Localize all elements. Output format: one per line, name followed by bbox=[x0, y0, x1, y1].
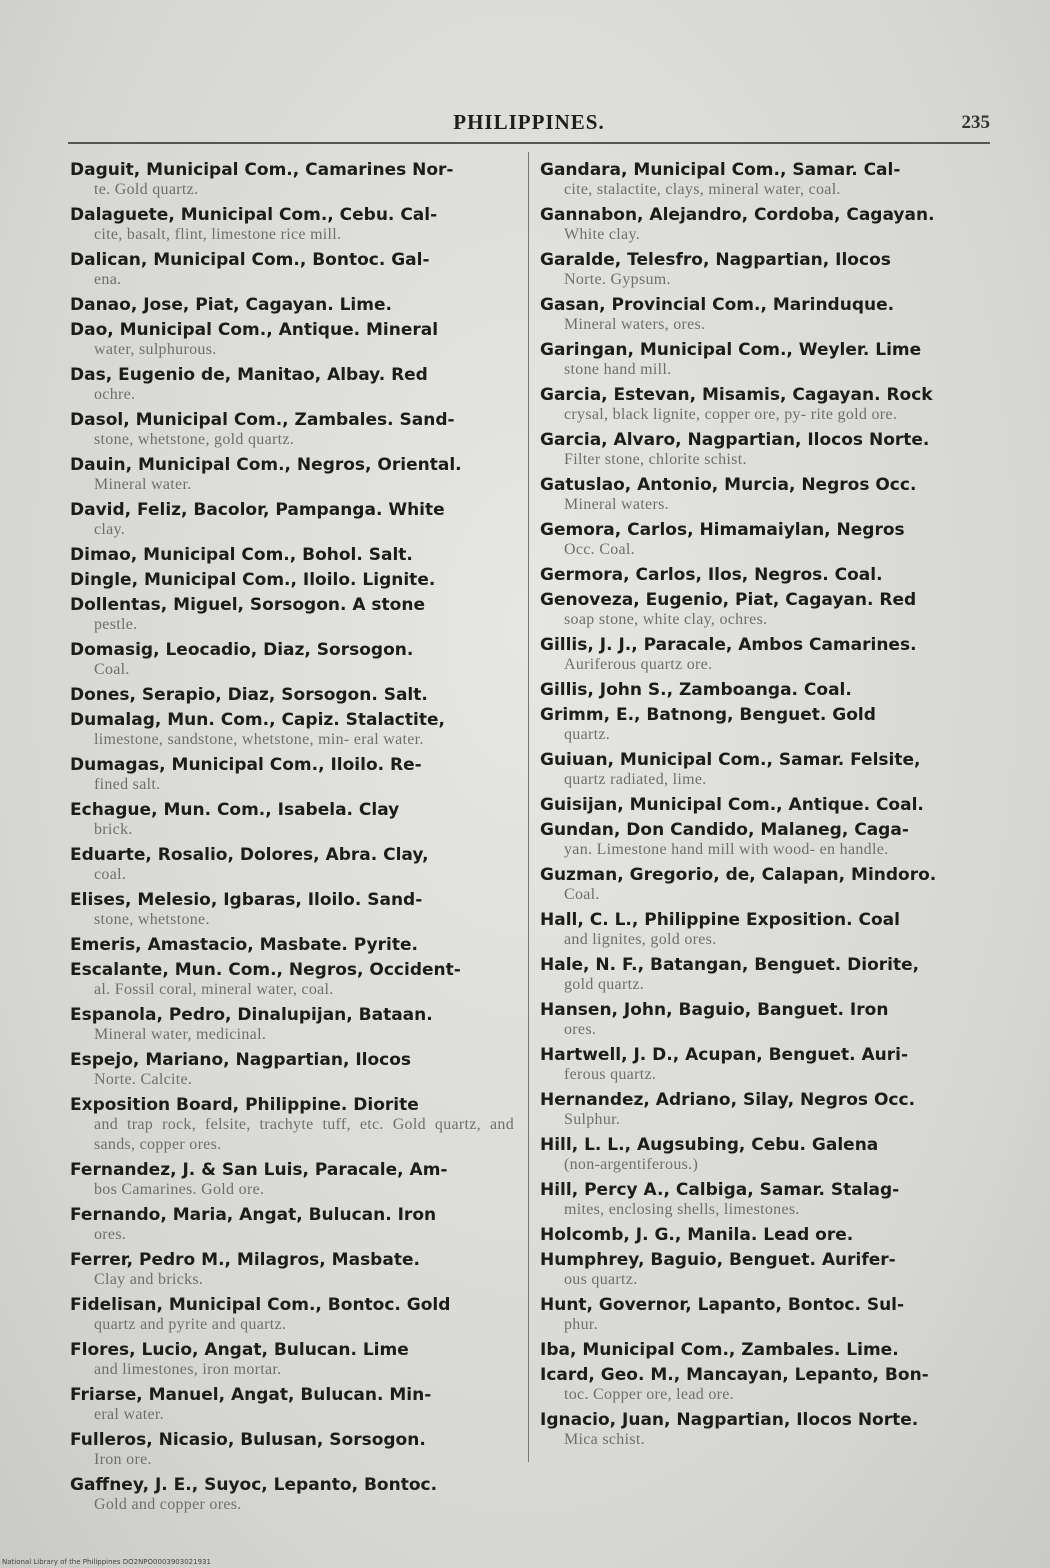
directory-entry bbox=[540, 820, 984, 860]
directory-entry bbox=[70, 800, 514, 840]
entry-description: eral water. bbox=[94, 1406, 164, 1423]
entry-name: Espejo, Mariano, Nagpartian, Ilocos bbox=[70, 1050, 412, 1070]
entry-description: (non-argentiferous.) bbox=[564, 1156, 699, 1173]
entry-name: Escalante, Mun. Com., Negros, Occident- bbox=[70, 960, 461, 980]
entry-name: Dollentas, Miguel, Sorsogon. A stone bbox=[70, 595, 425, 615]
entry-description: cite, stalactite, clays, mineral water, coal. bbox=[564, 181, 841, 198]
directory-entry bbox=[540, 795, 984, 815]
directory-entry bbox=[70, 1385, 514, 1425]
entry-name: Gillis, John S., Zamboanga. Coal. bbox=[540, 680, 852, 700]
entry-name: Dalaguete, Municipal Com., Cebu. Cal- bbox=[70, 205, 438, 225]
entry-name: David, Feliz, Bacolor, Pampanga. White bbox=[70, 500, 445, 520]
directory-entry bbox=[540, 1225, 984, 1245]
directory-entry bbox=[70, 710, 514, 750]
directory-entry bbox=[70, 1340, 514, 1380]
entry-description: soap stone, white clay, ochres. bbox=[564, 611, 768, 628]
column-divider bbox=[528, 152, 529, 1462]
entry-description: ores. bbox=[564, 1021, 597, 1038]
directory-entry bbox=[540, 1295, 984, 1335]
entry-name: Domasig, Leocadio, Diaz, Sorsogon. bbox=[70, 640, 414, 660]
entry-description: and lignites, gold ores. bbox=[564, 931, 717, 948]
directory-entry bbox=[70, 295, 514, 315]
entry-name: Hall, C. L., Philippine Exposition. Coal bbox=[540, 910, 900, 930]
directory-entry bbox=[540, 160, 984, 200]
entry-description: Clay and bricks. bbox=[94, 1271, 204, 1288]
entry-name: Friarse, Manuel, Angat, Bulucan. Min- bbox=[70, 1385, 432, 1405]
entry-description: ous quartz. bbox=[564, 1271, 638, 1288]
entry-description: phur. bbox=[564, 1316, 598, 1333]
entry-description: Coal. bbox=[94, 661, 130, 678]
entry-description: Occ. Coal. bbox=[564, 541, 635, 558]
directory-entry bbox=[540, 565, 984, 585]
entry-description: bos Camarines. Gold ore. bbox=[94, 1181, 265, 1198]
entry-description: Mineral water, medicinal. bbox=[94, 1026, 267, 1043]
directory-entry bbox=[70, 935, 514, 955]
entry-name: Guzman, Gregorio, de, Calapan, Mindoro. bbox=[540, 865, 937, 885]
entry-description: pestle. bbox=[94, 616, 138, 633]
entry-description: Norte. Calcite. bbox=[94, 1071, 193, 1088]
entry-description: toc. Copper ore, lead ore. bbox=[564, 1386, 734, 1403]
directory-entry bbox=[540, 910, 984, 950]
entry-name: Garalde, Telesfro, Nagpartian, Ilocos bbox=[540, 250, 891, 270]
entry-description: Coal. bbox=[564, 886, 600, 903]
entry-name: Gannabon, Alejandro, Cordoba, Cagayan. bbox=[540, 205, 935, 225]
directory-entry bbox=[70, 685, 514, 705]
entry-name: Dingle, Municipal Com., Iloilo. Lignite. bbox=[70, 570, 436, 590]
entry-name: Humphrey, Baguio, Benguet. Aurifer- bbox=[540, 1250, 896, 1270]
entry-name: Exposition Board, Philippine. Diorite bbox=[70, 1095, 419, 1115]
entry-name: Gemora, Carlos, Himamaiylan, Negros bbox=[540, 520, 905, 540]
entry-description: crysal, black lignite, copper ore, py- rite gold ore. bbox=[564, 406, 898, 423]
directory-entry bbox=[540, 205, 984, 245]
directory-entry bbox=[540, 1180, 984, 1220]
directory-entry bbox=[540, 430, 984, 470]
entry-description: gold quartz. bbox=[564, 976, 645, 993]
directory-entry bbox=[70, 890, 514, 930]
entry-name: Gundan, Don Candido, Malaneg, Caga- bbox=[540, 820, 909, 840]
directory-entry bbox=[540, 520, 984, 560]
entry-name: Hansen, John, Baguio, Banguet. Iron bbox=[540, 1000, 889, 1020]
entry-description: Sulphur. bbox=[564, 1111, 621, 1128]
page-header bbox=[68, 106, 990, 144]
entry-name: Dao, Municipal Com., Antique. Mineral bbox=[70, 320, 439, 340]
entry-name: Guisijan, Municipal Com., Antique. Coal. bbox=[540, 795, 924, 815]
entry-name: Hale, N. F., Batangan, Benguet. Diorite, bbox=[540, 955, 920, 975]
entry-name: Echague, Mun. Com., Isabela. Clay bbox=[70, 800, 400, 820]
directory-entry bbox=[70, 1005, 514, 1045]
entry-description: ena. bbox=[94, 271, 122, 288]
entry-name: Garingan, Municipal Com., Weyler. Lime bbox=[540, 340, 922, 360]
entry-name: Dumalag, Mun. Com., Capiz. Stalactite, bbox=[70, 710, 445, 730]
entry-name: Espanola, Pedro, Dinalupijan, Bataan. bbox=[70, 1005, 433, 1025]
directory-entry bbox=[70, 755, 514, 795]
left-column bbox=[70, 160, 514, 1520]
directory-entry bbox=[540, 1365, 984, 1405]
directory-entry bbox=[540, 475, 984, 515]
entry-name: Dalican, Municipal Com., Bontoc. Gal- bbox=[70, 250, 430, 270]
entry-name: Grimm, E., Batnong, Benguet. Gold bbox=[540, 705, 876, 725]
entry-name: Gillis, J. J., Paracale, Ambos Camarines. bbox=[540, 635, 917, 655]
directory-entry bbox=[70, 570, 514, 590]
directory-entry bbox=[540, 385, 984, 425]
entry-description: quartz and pyrite and quartz. bbox=[94, 1316, 287, 1333]
page-number: 235 bbox=[961, 112, 990, 133]
directory-entry bbox=[540, 1090, 984, 1130]
entry-name: Fernandez, J. & San Luis, Paracale, Am- bbox=[70, 1160, 448, 1180]
entry-description: and trap rock, felsite, trachyte tuff, etc. Gold quartz, and sands, copper ores. bbox=[94, 1116, 514, 1153]
directory-entry bbox=[70, 250, 514, 290]
directory-entry bbox=[540, 1000, 984, 1040]
directory-entry bbox=[70, 410, 514, 450]
entry-name: Germora, Carlos, Ilos, Negros. Coal. bbox=[540, 565, 883, 585]
entry-description: Filter stone, chlorite schist. bbox=[564, 451, 747, 468]
directory-entry bbox=[70, 1205, 514, 1245]
directory-entry bbox=[540, 1410, 984, 1450]
entry-description: limestone, sandstone, whetstone, min- eral water. bbox=[94, 731, 424, 748]
directory-entry bbox=[540, 1340, 984, 1360]
directory-entry bbox=[540, 680, 984, 700]
entry-name: Garcia, Estevan, Misamis, Cagayan. Rock bbox=[540, 385, 933, 405]
entry-name: Dumagas, Municipal Com., Iloilo. Re- bbox=[70, 755, 422, 775]
entry-name: Daguit, Municipal Com., Camarines Nor- bbox=[70, 160, 454, 180]
entry-name: Emeris, Amastacio, Masbate. Pyrite. bbox=[70, 935, 418, 955]
entry-description: Norte. Gypsum. bbox=[564, 271, 671, 288]
entry-description: Auriferous quartz ore. bbox=[564, 656, 713, 673]
entry-description: water, sulphurous. bbox=[94, 341, 217, 358]
directory-entry bbox=[540, 340, 984, 380]
entry-name: Dimao, Municipal Com., Bohol. Salt. bbox=[70, 545, 413, 565]
footer-credit: National Library of the Philippines DO2NPO0003903021931 bbox=[2, 1558, 211, 1566]
entry-description: yan. Limestone hand mill with wood- en handle. bbox=[564, 841, 889, 858]
directory-entry bbox=[70, 205, 514, 245]
directory-entry bbox=[70, 845, 514, 885]
entry-description: Mineral water. bbox=[94, 476, 192, 493]
directory-entry bbox=[540, 705, 984, 745]
directory-entry bbox=[70, 1095, 514, 1155]
entry-name: Eduarte, Rosalio, Dolores, Abra. Clay, bbox=[70, 845, 429, 865]
entry-description: ores. bbox=[94, 1226, 127, 1243]
entry-name: Fulleros, Nicasio, Bulusan, Sorsogon. bbox=[70, 1430, 426, 1450]
right-column bbox=[540, 160, 984, 1455]
directory-entry bbox=[540, 750, 984, 790]
entry-description: mites, enclosing shells, limestones. bbox=[564, 1201, 800, 1218]
entry-description: quartz. bbox=[564, 726, 611, 743]
entry-description: stone, whetstone, gold quartz. bbox=[94, 431, 295, 448]
entry-name: Genoveza, Eugenio, Piat, Cagayan. Red bbox=[540, 590, 917, 610]
entry-description: quartz radiated, lime. bbox=[564, 771, 707, 788]
entry-description: cite, basalt, flint, limestone rice mill. bbox=[94, 226, 342, 243]
entry-name: Danao, Jose, Piat, Cagayan. Lime. bbox=[70, 295, 392, 315]
entry-description: clay. bbox=[94, 521, 126, 538]
directory-entry bbox=[540, 1135, 984, 1175]
directory-entry bbox=[540, 250, 984, 290]
entry-name: Ignacio, Juan, Nagpartian, Ilocos Norte. bbox=[540, 1410, 919, 1430]
entry-name: Dones, Serapio, Diaz, Sorsogon. Salt. bbox=[70, 685, 428, 705]
directory-entry bbox=[70, 160, 514, 200]
entry-description: stone, whetstone. bbox=[94, 911, 210, 928]
directory-entry bbox=[70, 595, 514, 635]
directory-entry bbox=[70, 1295, 514, 1335]
entry-name: Hunt, Governor, Lapanto, Bontoc. Sul- bbox=[540, 1295, 905, 1315]
entry-name: Dasol, Municipal Com., Zambales. Sand- bbox=[70, 410, 455, 430]
running-title: PHILIPPINES. bbox=[453, 110, 605, 134]
entry-name: Fidelisan, Municipal Com., Bontoc. Gold bbox=[70, 1295, 451, 1315]
directory-entry bbox=[70, 640, 514, 680]
entry-name: Gandara, Municipal Com., Samar. Cal- bbox=[540, 160, 901, 180]
entry-name: Holcomb, J. G., Manila. Lead ore. bbox=[540, 1225, 854, 1245]
directory-entry bbox=[540, 295, 984, 335]
directory-entry bbox=[540, 955, 984, 995]
entry-name: Das, Eugenio de, Manitao, Albay. Red bbox=[70, 365, 428, 385]
entry-description: te. Gold quartz. bbox=[94, 181, 199, 198]
entry-description: Iron ore. bbox=[94, 1451, 152, 1468]
entry-name: Hill, L. L., Augsubing, Cebu. Galena bbox=[540, 1135, 879, 1155]
directory-entry bbox=[540, 1045, 984, 1085]
entry-description: White clay. bbox=[564, 226, 641, 243]
entry-description: coal. bbox=[94, 866, 127, 883]
directory-entry bbox=[70, 455, 514, 495]
entry-name: Elises, Melesio, Igbaras, Iloilo. Sand- bbox=[70, 890, 423, 910]
entry-description: Mineral waters. bbox=[564, 496, 669, 513]
entry-description: Mineral waters, ores. bbox=[564, 316, 706, 333]
entry-name: Hernandez, Adriano, Silay, Negros Occ. bbox=[540, 1090, 916, 1110]
entry-description: Mica schist. bbox=[564, 1431, 645, 1448]
entry-description: and limestones, iron mortar. bbox=[94, 1361, 282, 1378]
entry-description: brick. bbox=[94, 821, 133, 838]
entry-name: Gaffney, J. E., Suyoc, Lepanto, Bontoc. bbox=[70, 1475, 438, 1495]
entry-description: al. Fossil coral, mineral water, coal. bbox=[94, 981, 334, 998]
entry-name: Fernando, Maria, Angat, Bulucan. Iron bbox=[70, 1205, 437, 1225]
directory-entry bbox=[70, 545, 514, 565]
directory-entry bbox=[70, 1050, 514, 1090]
entry-name: Dauin, Municipal Com., Negros, Oriental. bbox=[70, 455, 462, 475]
directory-entry bbox=[540, 865, 984, 905]
directory-entry bbox=[540, 590, 984, 630]
directory-entry bbox=[70, 500, 514, 540]
directory-entry bbox=[540, 635, 984, 675]
entry-name: Hartwell, J. D., Acupan, Benguet. Auri- bbox=[540, 1045, 908, 1065]
entry-name: Garcia, Alvaro, Nagpartian, Ilocos Norte. bbox=[540, 430, 930, 450]
entry-name: Icard, Geo. M., Mancayan, Lepanto, Bon- bbox=[540, 1365, 929, 1385]
directory-entry bbox=[70, 365, 514, 405]
entry-name: Flores, Lucio, Angat, Bulucan. Lime bbox=[70, 1340, 409, 1360]
directory-entry bbox=[70, 320, 514, 360]
entry-name: Gasan, Provincial Com., Marinduque. bbox=[540, 295, 895, 315]
entry-description: ochre. bbox=[94, 386, 136, 403]
entry-name: Ferrer, Pedro M., Milagros, Masbate. bbox=[70, 1250, 420, 1270]
entry-name: Iba, Municipal Com., Zambales. Lime. bbox=[540, 1340, 899, 1360]
entry-name: Gatuslao, Antonio, Murcia, Negros Occ. bbox=[540, 475, 917, 495]
entry-name: Hill, Percy A., Calbiga, Samar. Stalag- bbox=[540, 1180, 900, 1200]
directory-entry bbox=[70, 1250, 514, 1290]
directory-entry bbox=[70, 1430, 514, 1470]
entry-description: stone hand mill. bbox=[564, 361, 672, 378]
directory-entry bbox=[70, 1160, 514, 1200]
directory-entry bbox=[70, 1475, 514, 1515]
entry-description: ferous quartz. bbox=[564, 1066, 657, 1083]
directory-entry bbox=[540, 1250, 984, 1290]
entry-description: fined salt. bbox=[94, 776, 161, 793]
directory-entry bbox=[70, 960, 514, 1000]
entry-description: Gold and copper ores. bbox=[94, 1496, 242, 1513]
entry-name: Guiuan, Municipal Com., Samar. Felsite, bbox=[540, 750, 921, 770]
